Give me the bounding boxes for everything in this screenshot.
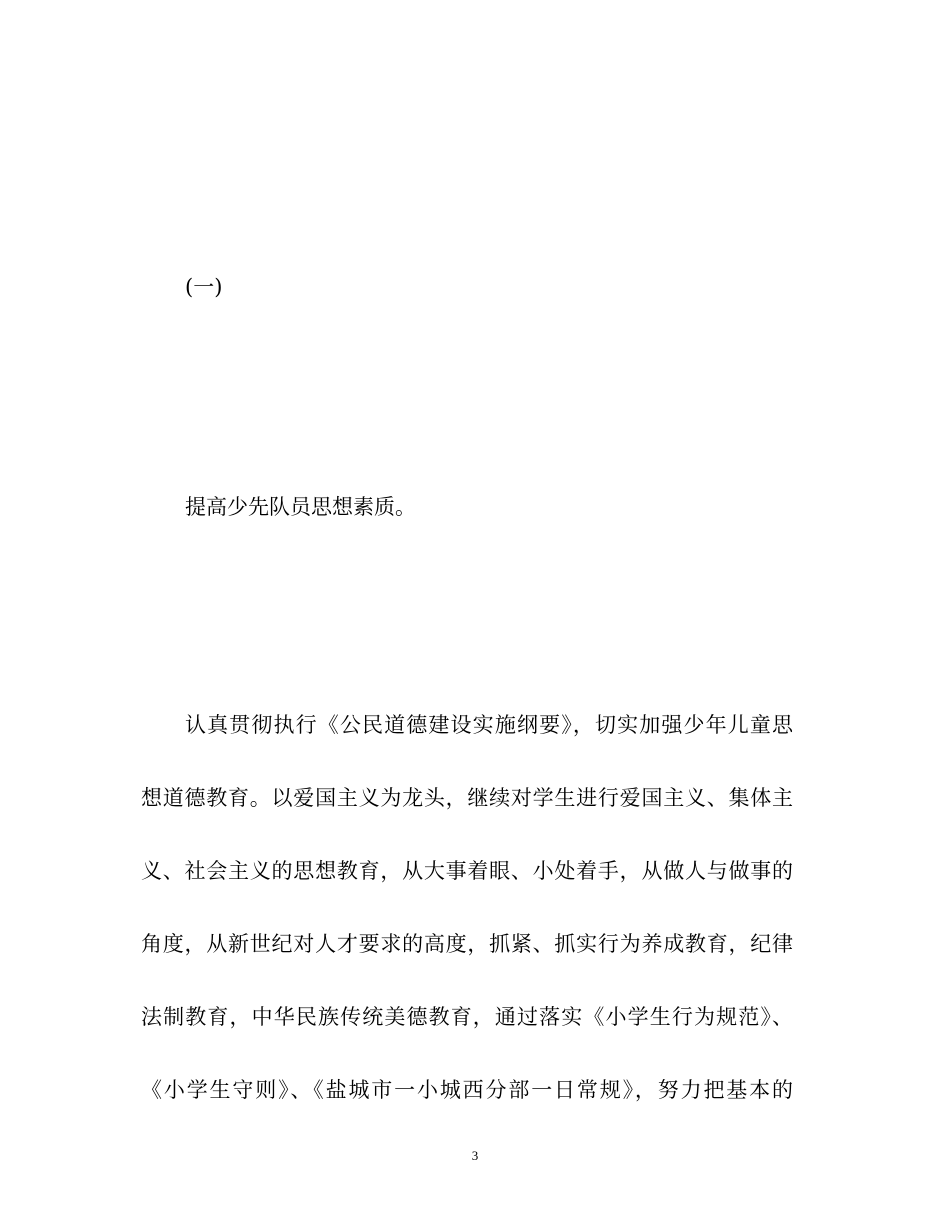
body-text-line: 认真贯彻执行《公民道德建设实施纲要》，切实加强少年儿童思 — [185, 713, 793, 737]
body-text-line: 想道德教育。以爱国主义为龙头，继续对学生进行爱国主义、集体主 — [141, 786, 793, 810]
body-text-line: 法制教育，中华民族传统美德教育，通过落实《小学生行为规范》、 — [141, 1005, 793, 1029]
body-text-line: 义、社会主义的思想教育，从大事着眼、小处着手，从做人与做事的 — [141, 859, 793, 883]
paragraph-heading: 提高少先队员思想素质。 — [185, 495, 416, 519]
body-text-line: 角度，从新世纪对人才要求的高度，抓紧、抓实行为养成教育，纪律 — [141, 932, 793, 956]
body-text-line: 《小学生守则》、《盐城市一小城西分部一日常规》，努力把基本的 — [141, 1078, 793, 1102]
section-marker: (一) — [185, 275, 223, 299]
page-number: 3 — [471, 1148, 479, 1163]
